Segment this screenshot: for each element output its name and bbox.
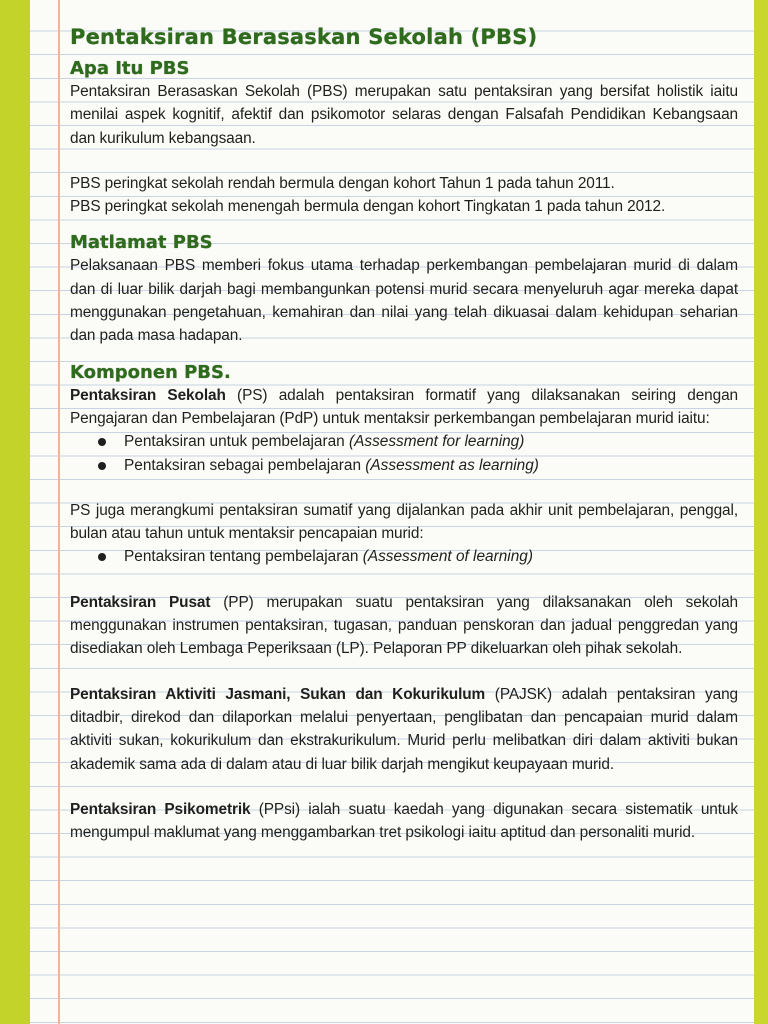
text-pajsk: (PAJSK) adalah pentaksiran yang ditadbir, direkod dan dilaporkan melalui penyertaan, penglibatan dan pencapaian murid dalam aktiviti sukan, kokurikulum dan ekstrakurikulum. Murid perlu melibatkan diri dalam aktiviti bukan akademik sama ada di dalam atau di luar bilik darjah mengikut keupayaan murid. — [70, 685, 738, 773]
decorative-border-right — [754, 0, 768, 1024]
bullet-text: Pentaksiran tentang pembelajaran — [124, 548, 363, 566]
bullet-icon — [98, 438, 106, 446]
term-pentaksiran-sekolah: Pentaksiran Sekolah — [70, 386, 226, 404]
term-psikometrik: Pentaksiran Psikometrik — [70, 800, 251, 818]
bullet-italic-text: (Assessment of learning) — [362, 548, 533, 566]
term-pentaksiran-pusat: Pentaksiran Pusat — [70, 593, 211, 611]
list-item — [98, 430, 738, 453]
document-content — [70, 22, 738, 844]
paragraph-sekolah-menengah: PBS peringkat sekolah menengah bermula dengan kohort Tingkatan 1 pada tahun 2012. — [70, 198, 666, 216]
bullet-icon — [98, 553, 106, 561]
list-item — [98, 454, 738, 477]
bullet-italic-text: (Assessment as learning) — [365, 456, 539, 474]
paragraph-pentaksiran-sekolah — [70, 384, 738, 431]
paragraph-matlamat-pbs: Pelaksanaan PBS memberi fokus utama terhadap perkembangan pembelajaran murid di dalam dan di luar bilik darjah bagi membangunkan potensi murid secara menyeluruh agar mereka dapat menggunakan pengetahuan, kemahiran dan nilai yang telah dikuasai dalam kehidupan seharian dan pada masa hadapan. — [70, 257, 738, 345]
paragraph-pentaksiran-pusat — [70, 591, 738, 661]
page-title: Pentaksiran Berasaskan Sekolah (PBS) — [70, 25, 538, 49]
heading-apa-itu-pbs: Apa Itu PBS — [70, 58, 190, 79]
lined-paper — [30, 0, 754, 1024]
heading-matlamat-pbs: Matlamat PBS — [70, 232, 213, 254]
bullet-italic-text: (Assessment for learning) — [349, 433, 525, 451]
margin-line — [58, 0, 60, 1024]
term-pajsk: Pentaksiran Aktiviti Jasmani, Sukan dan Kokurikulum — [70, 685, 486, 703]
paragraph-pajsk — [70, 683, 738, 776]
heading-komponen-pbs: Komponen PBS. — [70, 361, 231, 383]
bullet-text: Pentaksiran sebagai pembelajaran — [124, 456, 366, 474]
paragraph-psikometrik — [70, 798, 738, 845]
text-pentaksiran-pusat: (PP) merupakan suatu pentaksiran yang dilaksanakan oleh sekolah menggunakan instrumen pentaksiran, tugasan, panduan penskoran dan jadual penggredan yang disediakan oleh Lembaga Peperiksaan (LP). Pelaporan PP dikeluarkan oleh pihak sekolah. — [70, 593, 738, 658]
paragraph-sekolah-rendah: PBS peringkat sekolah rendah bermula dengan kohort Tahun 1 pada tahun 2011. — [70, 174, 615, 192]
text-psikometrik: (PPsi) ialah suatu kaedah yang digunakan secara sistematik untuk mengumpul maklumat yang menggambarkan tret psikologi iaitu aptitud dan personaliti murid. — [70, 800, 738, 842]
paragraph-ps-sumatif: PS juga merangkumi pentaksiran sumatif yang dijalankan pada akhir unit pembelajaran, penggal, bulan atau tahun untuk mentaksir pencapaian murid: — [70, 501, 738, 543]
text-pentaksiran-sekolah: (PS) adalah pentaksiran formatif yang dilaksanakan seiring dengan Pengajaran dan Pembelajaran (PdP) untuk mentaksir perkembangan pembelajaran murid iaitu: — [70, 386, 738, 427]
paragraph-apa-itu-pbs: Pentaksiran Berasaskan Sekolah (PBS) merupakan satu pentaksiran yang bersifat holistik iaitu menilai aspek kognitif, afektif dan psikomotor selaras dengan Falsafah Pendidikan Kebangsaan dan kurikulum kebangsaan. — [70, 83, 738, 147]
list-item — [98, 545, 738, 568]
list-formative-assessment — [70, 430, 738, 477]
bullet-text: Pentaksiran untuk pembelajaran — [124, 433, 350, 451]
list-summative-assessment — [70, 545, 738, 568]
bullet-icon — [98, 462, 106, 470]
